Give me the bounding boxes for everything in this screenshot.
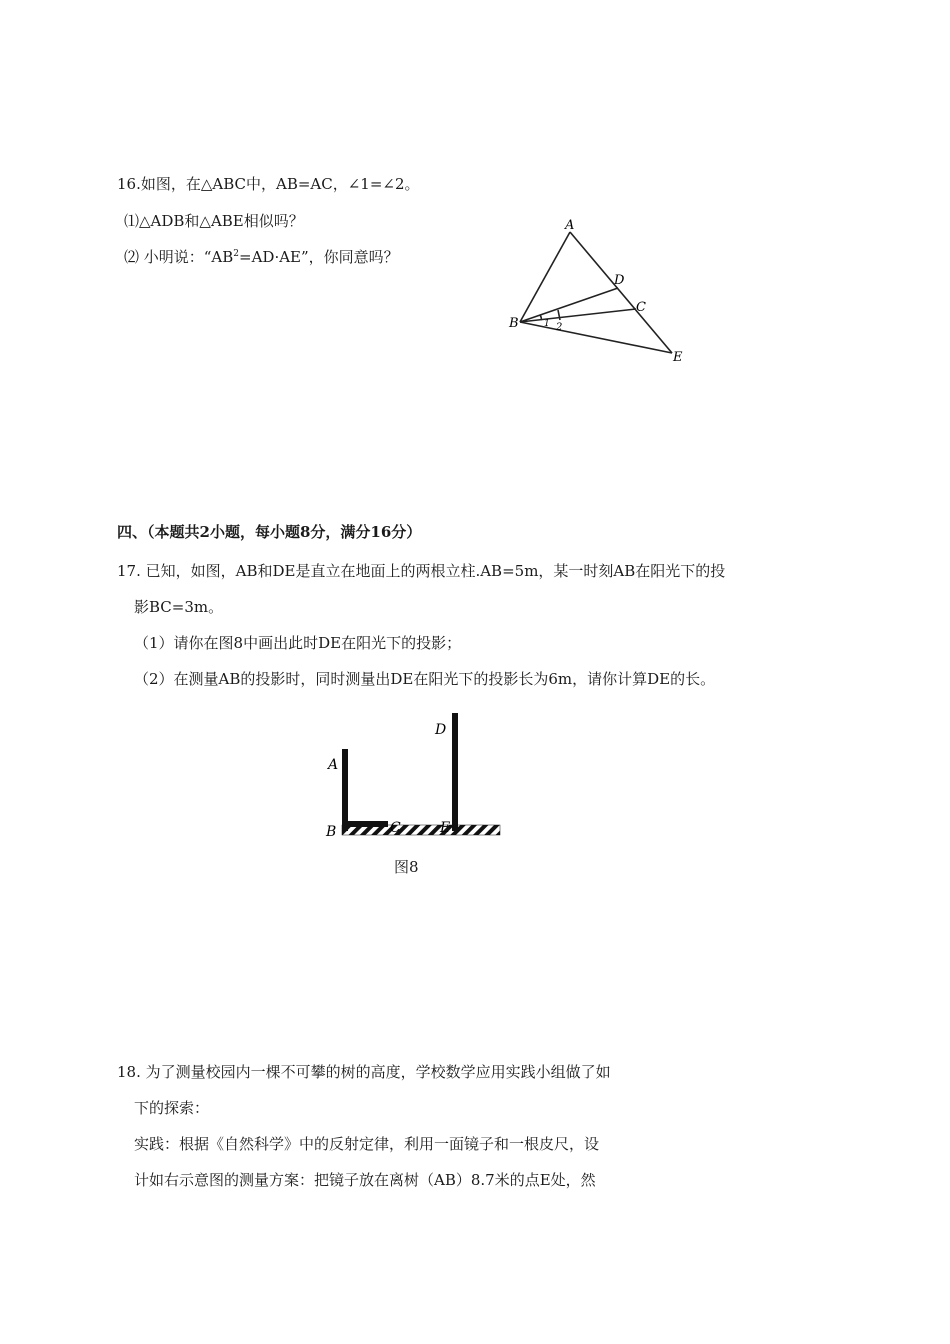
pillar-de xyxy=(452,713,458,831)
q16-part1: ⑴△ADB和△ABE相似吗？ xyxy=(124,212,304,230)
fig8-label-d: D xyxy=(435,722,447,738)
q18-line3: 实践：根据《自然科学》中的反射定律，利用一面镜子和一根皮尺，设 xyxy=(134,1135,600,1153)
fig8-label-e: E xyxy=(440,820,451,836)
label-a: A xyxy=(565,218,575,233)
q18-line2: 下的探索： xyxy=(134,1099,210,1117)
q17-line2: 影BC=3m。 xyxy=(134,598,224,616)
fig8-label-a: A xyxy=(328,757,339,773)
segment-ab xyxy=(520,232,570,322)
label-angle1: 1 xyxy=(544,319,550,329)
label-angle2: 2 xyxy=(556,322,563,333)
label-d: D xyxy=(614,273,625,288)
q16-part2 xyxy=(124,247,399,267)
q16-part2-sup: 2 xyxy=(233,249,240,259)
q16-part2-post: =AD·AE”，你同意吗？ xyxy=(239,248,399,266)
q18-line1: 18. 为了测量校园内一棵不可攀的树的高度，学校数学应用实践小组做了如 xyxy=(117,1063,611,1081)
shadow-bc xyxy=(342,821,388,827)
fig8-label-c: C xyxy=(390,820,401,836)
label-b: B xyxy=(509,316,519,331)
q17-part2: （2）在测量AB的投影时，同时测量出DE在阳光下的投影长为6m，请你计算DE的长。 xyxy=(134,670,716,688)
q17-line1: 17. 已知，如图，AB和DE是直立在地面上的两根立柱.AB=5m，某一时刻AB在阳光下的投 xyxy=(117,562,726,580)
pillar-ab xyxy=(342,749,348,831)
pillar-figure xyxy=(320,705,520,845)
label-e: E xyxy=(673,350,683,365)
fig8-label-b: B xyxy=(326,824,337,840)
section4-heading: 四、（本题共2小题，每小题8分，满分16分） xyxy=(117,523,422,541)
q16-part2-pre: ⑵ 小明说：“AB xyxy=(124,248,234,266)
q16-stem: 16.如图，在△ABC中，AB=AC，∠1=∠2。 xyxy=(117,175,420,193)
q18-line4: 计如右示意图的测量方案：把镜子放在离树（AB）8.7米的点E处，然 xyxy=(134,1171,596,1189)
triangle-figure xyxy=(500,210,700,380)
q17-part1: （1）请你在图8中画出此时DE在阳光下的投影； xyxy=(134,634,462,652)
label-c: C xyxy=(636,300,646,315)
fig8-caption: 图8 xyxy=(394,858,419,876)
